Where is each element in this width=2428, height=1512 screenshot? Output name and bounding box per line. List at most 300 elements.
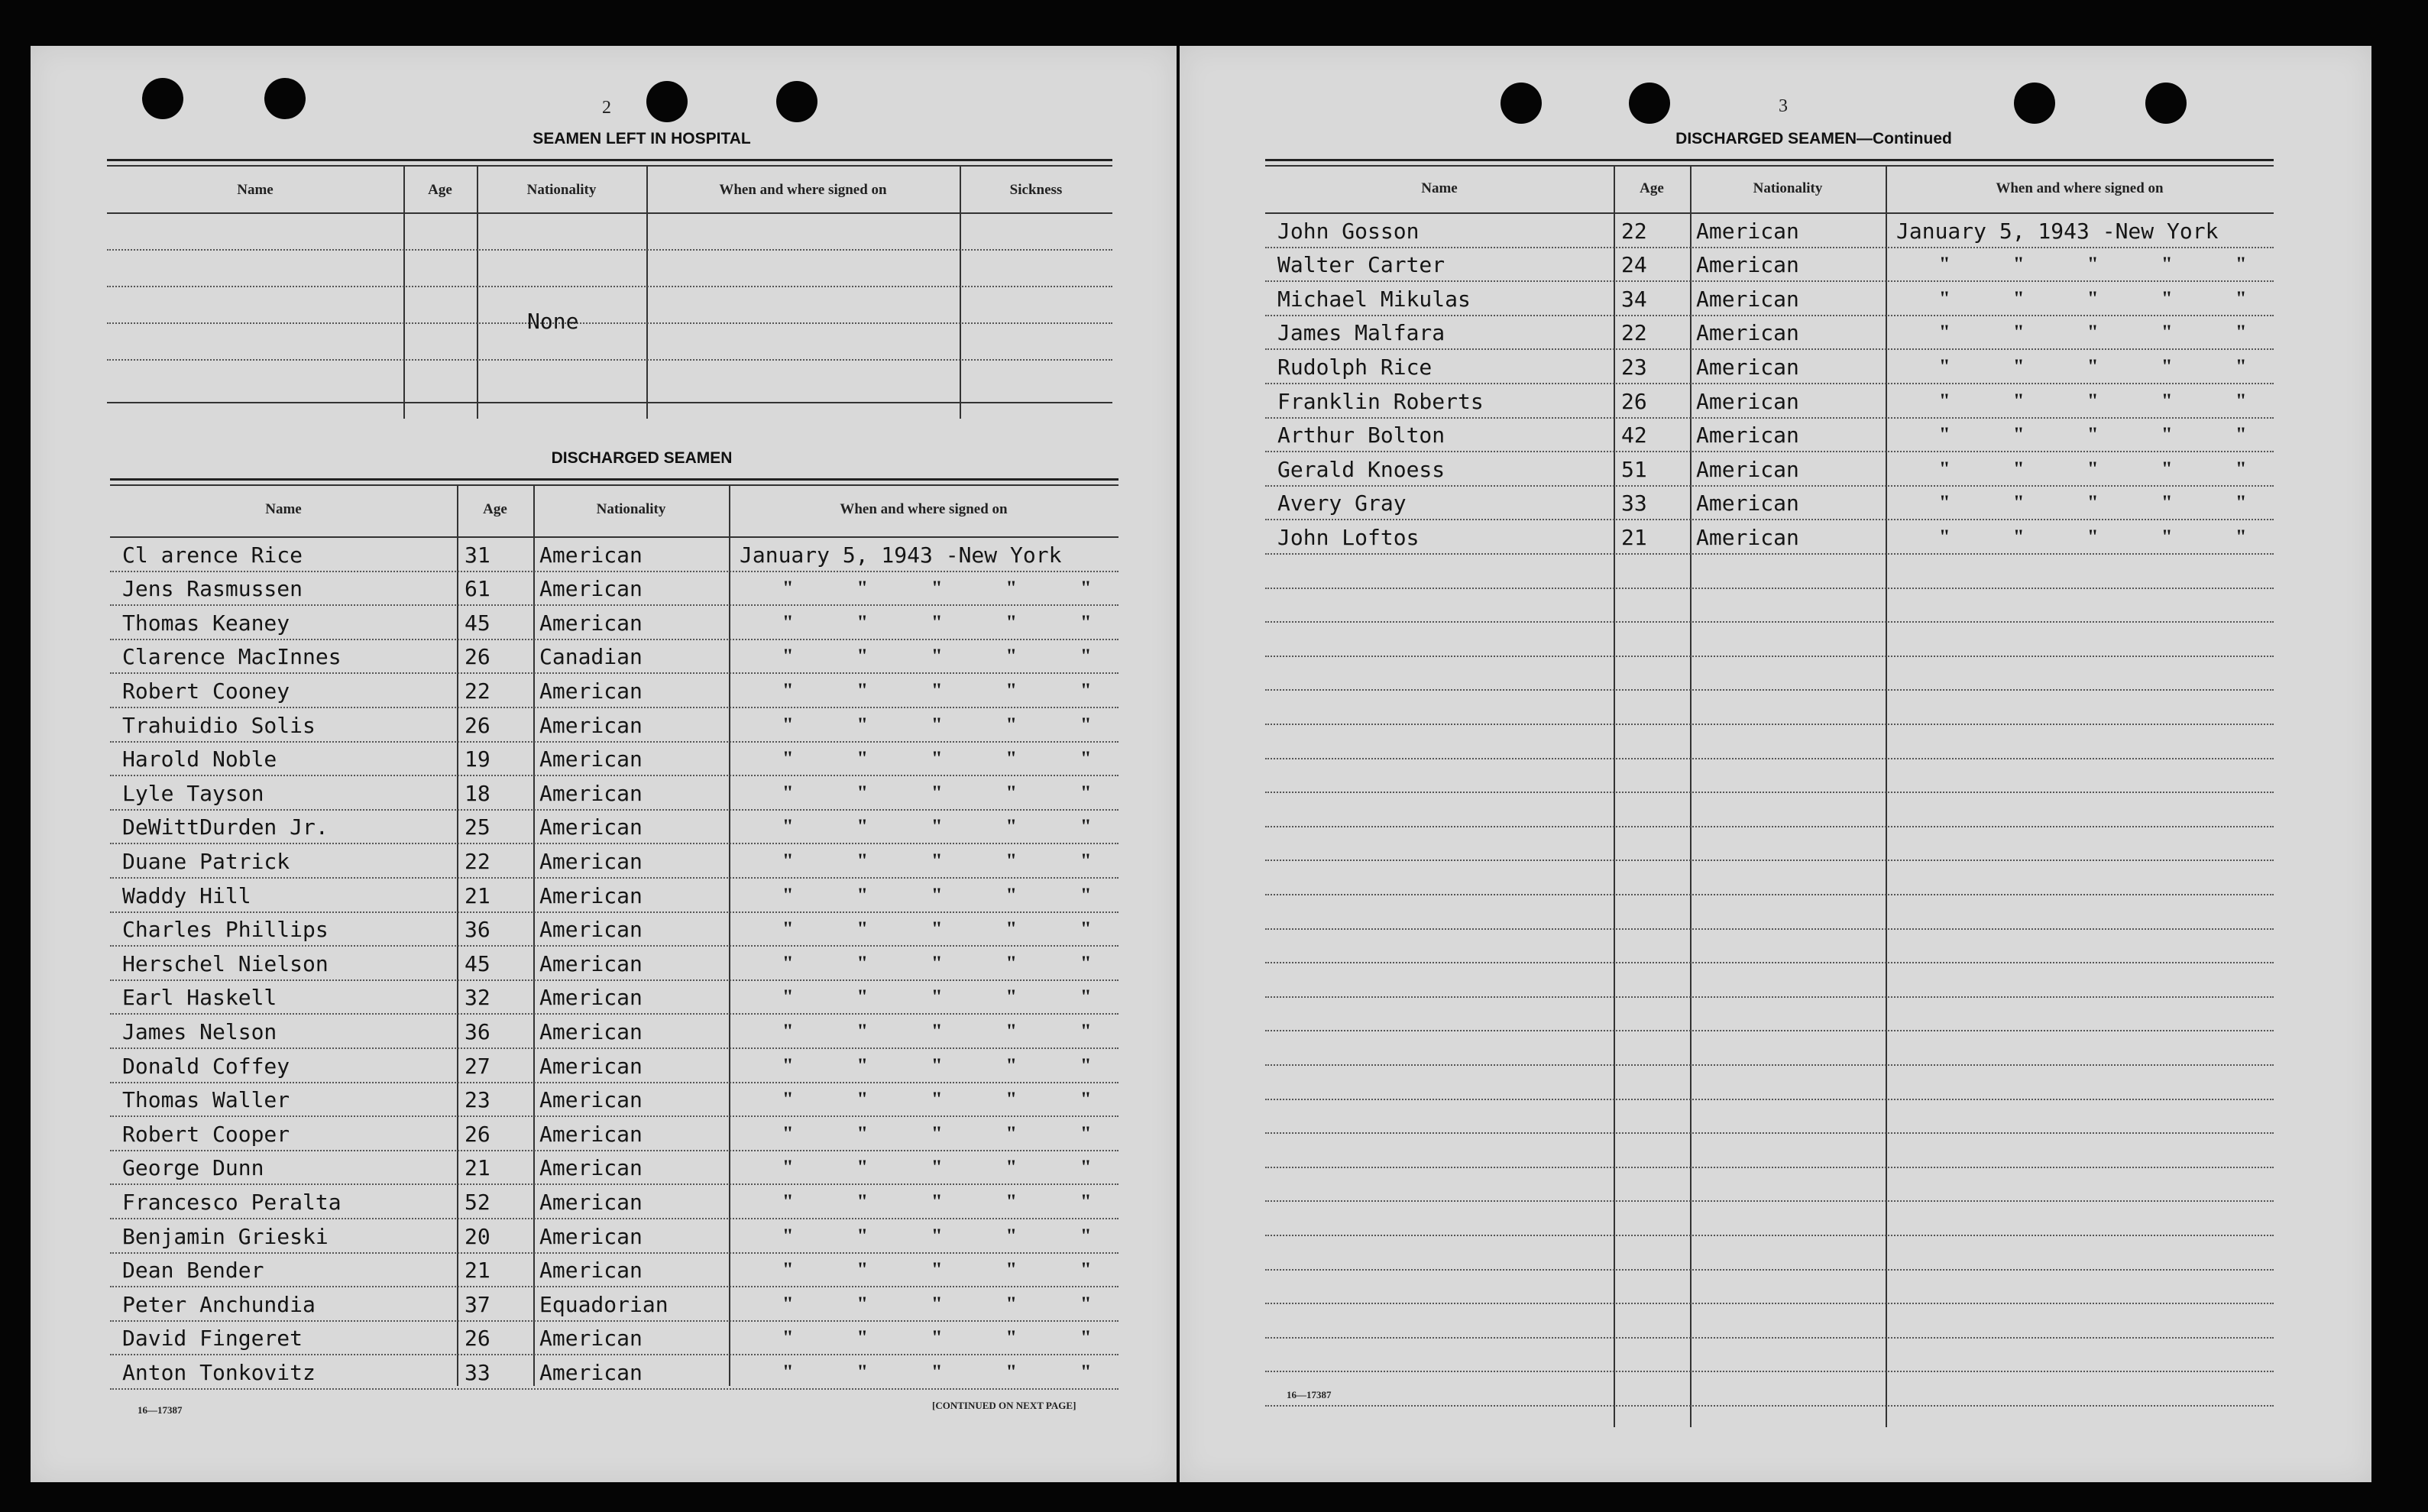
ditto-mark: ": [2235, 321, 2247, 344]
seaman-name: Trahuidio Solis: [122, 712, 316, 738]
ruled-line: [110, 639, 1118, 640]
seaman-nationality: American: [1696, 355, 1799, 380]
ruled-line: [1265, 689, 2274, 691]
ditto-mark: ": [782, 850, 794, 872]
ruled-line: [1265, 1030, 2274, 1031]
ruled-line: [110, 741, 1118, 743]
punch-hole: [264, 78, 306, 119]
seaman-age: 36: [465, 917, 490, 943]
ditto-mark: ": [931, 747, 943, 770]
ditto-mark: ": [931, 1020, 943, 1042]
ditto-mark: ": [782, 1122, 794, 1145]
ditto-mark: ": [2013, 253, 2025, 276]
seaman-nationality: American: [1696, 491, 1799, 516]
seaman-name: Robert Cooney: [122, 678, 290, 704]
ruled-line: [1265, 1064, 2274, 1066]
seaman-name: Gerald Knoess: [1277, 456, 1445, 482]
ruled-line: [110, 809, 1118, 811]
seaman-age: 23: [465, 1087, 490, 1113]
ditto-mark: ": [856, 986, 868, 1009]
seaman-name: Francesco Peralta: [122, 1190, 342, 1215]
seaman-age: 36: [465, 1019, 490, 1044]
seaman-nationality: American: [1696, 423, 1799, 448]
ditto-mark: ": [1005, 1224, 1017, 1247]
seaman-name: Benjamin Grieski: [122, 1223, 329, 1249]
ruled-line: [110, 945, 1118, 947]
ditto-mark: ": [856, 951, 868, 974]
ditto-mark: ": [2087, 287, 2099, 309]
seaman-age: 42: [1621, 423, 1647, 448]
punch-hole: [776, 81, 817, 122]
ditto-mark: ": [856, 1122, 868, 1145]
ruled-line: [1265, 247, 2274, 248]
ditto-mark: ": [1005, 645, 1017, 668]
seaman-name: Clarence MacInnes: [122, 644, 342, 670]
seaman-name: Thomas Keaney: [122, 610, 290, 636]
seaman-nationality: American: [539, 1326, 643, 1352]
ditto-mark: ": [2235, 287, 2247, 309]
ruled-line: [110, 1013, 1118, 1015]
seaman-name: George Dunn: [122, 1155, 264, 1181]
seaman-name: Harold Noble: [122, 746, 277, 772]
ditto-mark: ": [856, 918, 868, 941]
seaman-name: Peter Anchundia: [122, 1291, 316, 1317]
ditto-mark: ": [931, 850, 943, 872]
seaman-nationality: American: [539, 712, 643, 738]
ditto-mark: ": [856, 781, 868, 804]
seaman-nationality: American: [539, 746, 643, 772]
seaman-age: 52: [465, 1190, 490, 1215]
ruled-line: [110, 843, 1118, 844]
ditto-mark: ": [856, 1156, 868, 1179]
ditto-mark: ": [931, 713, 943, 736]
ditto-mark: ": [782, 883, 794, 906]
ruled-line: [1265, 1235, 2274, 1236]
seaman-nationality: American: [1696, 388, 1799, 414]
seaman-name: Lyle Tayson: [122, 780, 264, 806]
ruled-line: [110, 1252, 1118, 1254]
col-header-nationality: Nationality: [596, 501, 666, 517]
ruled-line: [1265, 417, 2274, 419]
seaman-age: 21: [465, 882, 490, 908]
ruled-line: [110, 672, 1118, 674]
seaman-nationality: American: [539, 950, 643, 976]
seaman-age: 21: [465, 1155, 490, 1181]
ditto-mark: ": [2087, 423, 2099, 446]
discharged-table-left: [110, 478, 1118, 1395]
ditto-mark: ": [1005, 951, 1017, 974]
ruled-line: [1265, 996, 2274, 998]
seaman-nationality: American: [1696, 320, 1799, 346]
ditto-mark: ": [931, 1326, 943, 1349]
ditto-mark: ": [1005, 1292, 1017, 1315]
ditto-mark: ": [1080, 1088, 1092, 1111]
signed-on-date-place: January 5, 1943 -New York: [1896, 218, 2219, 244]
ditto-mark: ": [1005, 713, 1017, 736]
ruled-line: [1265, 451, 2274, 452]
ditto-mark: ": [1005, 1190, 1017, 1213]
seaman-nationality: American: [539, 1121, 643, 1147]
ditto-mark: ": [2087, 389, 2099, 412]
seaman-age: 20: [465, 1223, 490, 1249]
seaman-age: 18: [465, 780, 490, 806]
ditto-mark: ": [2087, 321, 2099, 344]
ruled-line: [1265, 758, 2274, 759]
seaman-name: Franklin Roberts: [1277, 388, 1484, 414]
ditto-mark: ": [782, 986, 794, 1009]
seaman-name: Jens Rasmussen: [122, 576, 303, 602]
seaman-age: 27: [465, 1053, 490, 1079]
ditto-mark: ": [931, 986, 943, 1009]
seaman-age: 21: [465, 1258, 490, 1284]
ditto-mark: ": [782, 1258, 794, 1281]
seaman-nationality: American: [539, 678, 643, 704]
ditto-mark: ": [2161, 389, 2173, 412]
ditto-mark: ": [2161, 355, 2173, 377]
ditto-mark: ": [782, 951, 794, 974]
ditto-mark: ": [1005, 781, 1017, 804]
seaman-nationality: American: [539, 1258, 643, 1284]
ditto-mark: ": [856, 1258, 868, 1281]
seaman-nationality: American: [539, 985, 643, 1011]
seaman-name: James Nelson: [122, 1019, 277, 1044]
ditto-mark: ": [856, 850, 868, 872]
ruled-line: [1265, 1099, 2274, 1100]
ruled-line: [1265, 588, 2274, 589]
ditto-mark: ": [782, 1020, 794, 1042]
ditto-mark: ": [1080, 1156, 1092, 1179]
seaman-age: 31: [465, 542, 490, 568]
col-header-nationality: Nationality: [526, 182, 597, 198]
seaman-age: 25: [465, 814, 490, 840]
ditto-mark: ": [782, 645, 794, 668]
ditto-mark: ": [2161, 253, 2173, 276]
ditto-mark: ": [782, 1054, 794, 1077]
ditto-mark: ": [1080, 781, 1092, 804]
ruled-line: [1265, 1132, 2274, 1134]
ditto-mark: ": [1005, 1361, 1017, 1383]
ditto-mark: ": [1080, 645, 1092, 668]
ditto-mark: ": [931, 1054, 943, 1077]
seaman-name: Thomas Waller: [122, 1087, 290, 1113]
ruled-line: [110, 775, 1118, 776]
ruled-line: [110, 1115, 1118, 1117]
ditto-mark: ": [856, 1020, 868, 1042]
seaman-age: 45: [465, 950, 490, 976]
ditto-mark: ": [856, 1326, 868, 1349]
col-header-name: Name: [1421, 180, 1458, 196]
seaman-age: 22: [1621, 218, 1647, 244]
ruled-line: [1265, 383, 2274, 384]
seaman-nationality: American: [539, 1155, 643, 1181]
ditto-mark: ": [1005, 1326, 1017, 1349]
punch-hole: [2014, 83, 2055, 124]
ruled-line: [1265, 1167, 2274, 1168]
ruled-line: [110, 979, 1118, 981]
ditto-mark: ": [856, 577, 868, 600]
ditto-mark: ": [2161, 526, 2173, 548]
ditto-mark: ": [931, 1156, 943, 1179]
ruled-line: [1265, 621, 2274, 623]
ditto-mark: ": [782, 815, 794, 838]
seaman-age: 21: [1621, 525, 1647, 550]
ditto-mark: ": [2235, 423, 2247, 446]
ditto-mark: ": [931, 1190, 943, 1213]
seaman-nationality: American: [1696, 525, 1799, 550]
ditto-mark: ": [1080, 1190, 1092, 1213]
ditto-mark: ": [856, 679, 868, 701]
seaman-name: James Malfara: [1277, 320, 1445, 346]
ditto-mark: ": [1080, 610, 1092, 633]
ditto-mark: ": [2161, 491, 2173, 514]
col-header-name: Name: [265, 501, 302, 517]
ditto-mark: ": [1080, 713, 1092, 736]
ditto-mark: ": [856, 645, 868, 668]
seaman-name: Waddy Hill: [122, 882, 251, 908]
ditto-mark: ": [856, 1292, 868, 1315]
ditto-mark: ": [2161, 423, 2173, 446]
ditto-mark: ": [2235, 253, 2247, 276]
ditto-mark: ": [1005, 1054, 1017, 1077]
ditto-mark: ": [1080, 1361, 1092, 1383]
ruled-line: [1265, 1269, 2274, 1271]
seaman-nationality: American: [539, 1053, 643, 1079]
ditto-mark: ": [1005, 1088, 1017, 1111]
ditto-mark: ": [2235, 355, 2247, 377]
seaman-age: 26: [465, 1326, 490, 1352]
ditto-mark: ": [782, 1361, 794, 1383]
ruled-line: [1265, 519, 2274, 520]
ditto-mark: ": [782, 1088, 794, 1111]
ditto-mark: ": [856, 713, 868, 736]
seaman-name: Herschel Nielson: [122, 950, 329, 976]
col-header-nationality: Nationality: [1753, 180, 1823, 196]
ditto-mark: ": [1005, 747, 1017, 770]
col-header-age: Age: [483, 501, 507, 517]
seaman-nationality: American: [539, 1190, 643, 1215]
seaman-name: Rudolph Rice: [1277, 355, 1433, 380]
ruled-line: [1265, 1200, 2274, 1202]
seaman-age: 37: [465, 1291, 490, 1317]
ditto-mark: ": [931, 1088, 943, 1111]
ditto-mark: ": [1080, 918, 1092, 941]
ditto-mark: ": [1080, 1258, 1092, 1281]
seaman-nationality: American: [539, 780, 643, 806]
ditto-mark: ": [1939, 253, 1950, 276]
ditto-mark: ": [1005, 986, 1017, 1009]
ruled-line: [1265, 860, 2274, 861]
ditto-mark: ": [2013, 491, 2025, 514]
ditto-mark: ": [1080, 951, 1092, 974]
ditto-mark: ": [1080, 883, 1092, 906]
seaman-nationality: American: [539, 1087, 643, 1113]
seaman-nationality: American: [539, 576, 643, 602]
seaman-age: 45: [465, 610, 490, 636]
ditto-mark: ": [2013, 526, 2025, 548]
seaman-name: John Loftos: [1277, 525, 1420, 550]
ditto-mark: ": [1005, 577, 1017, 600]
ditto-mark: ": [782, 1224, 794, 1247]
seaman-age: 61: [465, 576, 490, 602]
ditto-mark: ": [856, 1224, 868, 1247]
ditto-mark: ": [2235, 457, 2247, 480]
ditto-mark: ": [2013, 321, 2025, 344]
ditto-mark: ": [1939, 389, 1950, 412]
ditto-mark: ": [856, 1088, 868, 1111]
seaman-name: Cl arence Rice: [122, 542, 303, 568]
ditto-mark: ": [931, 815, 943, 838]
ditto-mark: ": [931, 1224, 943, 1247]
ditto-mark: ": [931, 883, 943, 906]
hospital-none-entry: None: [527, 309, 579, 334]
seaman-age: 22: [465, 678, 490, 704]
ditto-mark: ": [2161, 287, 2173, 309]
ditto-mark: ": [1080, 747, 1092, 770]
ditto-mark: ": [2013, 287, 2025, 309]
seaman-name: Walter Carter: [1277, 252, 1445, 278]
ditto-mark: ": [1080, 1054, 1092, 1077]
seaman-nationality: American: [539, 882, 643, 908]
ditto-mark: ": [931, 951, 943, 974]
ditto-mark: ": [931, 1361, 943, 1383]
continued-note: [CONTINUED ON NEXT PAGE]: [932, 1400, 1076, 1411]
ditto-mark: ": [1080, 1020, 1092, 1042]
ditto-mark: ": [2087, 457, 2099, 480]
ditto-mark: ": [931, 645, 943, 668]
ruled-line: [110, 707, 1118, 708]
punch-hole: [142, 78, 183, 119]
hospital-section-title: SEAMEN LEFT IN HOSPITAL: [533, 130, 751, 147]
ditto-mark: ": [1939, 526, 1950, 548]
ditto-mark: ": [2161, 457, 2173, 480]
ruled-line: [110, 1150, 1118, 1151]
ditto-mark: ": [931, 610, 943, 633]
seaman-age: 33: [465, 1360, 490, 1385]
seaman-nationality: American: [539, 1019, 643, 1044]
ditto-mark: ": [782, 747, 794, 770]
seaman-name: Charles Phillips: [122, 917, 329, 943]
seaman-name: Arthur Bolton: [1277, 423, 1445, 448]
ditto-mark: ": [2235, 491, 2247, 514]
ruled-line: [1265, 485, 2274, 487]
page-number: 3: [1779, 96, 1788, 116]
ruled-line: [110, 911, 1118, 913]
ruled-line: [1265, 1405, 2274, 1407]
ditto-mark: ": [782, 610, 794, 633]
ditto-mark: ": [931, 1258, 943, 1281]
ditto-mark: ": [2087, 253, 2099, 276]
ditto-mark: ": [1005, 1258, 1017, 1281]
ditto-mark: ": [1080, 986, 1092, 1009]
ruled-line: [1265, 1371, 2274, 1372]
ditto-mark: ": [1005, 883, 1017, 906]
seaman-age: 34: [1621, 286, 1647, 312]
ruled-line: [110, 1183, 1118, 1185]
ditto-mark: ": [2013, 423, 2025, 446]
ruled-line: [110, 1388, 1118, 1390]
ditto-mark: ": [1080, 577, 1092, 600]
seaman-age: 33: [1621, 491, 1647, 516]
ditto-mark: ": [1939, 287, 1950, 309]
col-header-age: Age: [428, 182, 452, 198]
seaman-age: 23: [1621, 355, 1647, 380]
seaman-nationality: American: [1696, 252, 1799, 278]
ditto-mark: ": [2087, 355, 2099, 377]
seaman-age: 32: [465, 985, 490, 1011]
seaman-name: DeWittDurden Jr.: [122, 814, 329, 840]
seaman-age: 24: [1621, 252, 1647, 278]
discharged-section-title: DISCHARGED SEAMEN: [551, 449, 733, 467]
ditto-mark: ": [931, 1292, 943, 1315]
ruled-line: [110, 1047, 1118, 1049]
ditto-mark: ": [1080, 1326, 1092, 1349]
seaman-name: David Fingeret: [122, 1326, 303, 1352]
discharged-continued-title: DISCHARGED SEAMEN—Continued: [1675, 130, 1952, 147]
ditto-mark: ": [2087, 491, 2099, 514]
right-page: [1180, 46, 2371, 1482]
ditto-mark: ": [1005, 918, 1017, 941]
ditto-mark: ": [856, 1054, 868, 1077]
col-header-name: Name: [237, 182, 274, 198]
seaman-nationality: American: [1696, 286, 1799, 312]
ruled-line: [110, 1354, 1118, 1355]
ditto-mark: ": [2235, 389, 2247, 412]
seaman-name: Duane Patrick: [122, 849, 290, 874]
col-header-signed-on: When and where signed on: [840, 501, 1008, 517]
ruled-line: [1265, 656, 2274, 657]
ditto-mark: ": [1005, 850, 1017, 872]
ditto-mark: ": [2087, 526, 2099, 548]
seaman-name: Anton Tonkovitz: [122, 1360, 316, 1385]
ditto-mark: ": [2013, 389, 2025, 412]
ruled-line: [110, 604, 1118, 606]
col-header-signed-on: When and where signed on: [719, 182, 887, 198]
seaman-name: Earl Haskell: [122, 985, 277, 1011]
ruled-line: [1265, 553, 2274, 555]
seaman-age: 26: [465, 712, 490, 738]
ditto-mark: ": [1939, 491, 1950, 514]
ruled-line: [1265, 315, 2274, 316]
punch-hole: [646, 81, 688, 122]
ditto-mark: ": [1080, 1292, 1092, 1315]
seaman-name: Avery Gray: [1277, 491, 1407, 516]
ruled-line: [110, 1286, 1118, 1287]
ditto-mark: ": [782, 781, 794, 804]
ruled-line: [1265, 1337, 2274, 1339]
ruled-line: [1265, 280, 2274, 282]
signed-on-date-place: January 5, 1943 -New York: [740, 542, 1062, 568]
form-number: 16—17387: [138, 1404, 183, 1416]
seaman-nationality: American: [539, 542, 643, 568]
col-header-age: Age: [1640, 180, 1664, 196]
ditto-mark: ": [856, 1361, 868, 1383]
seaman-nationality: American: [539, 917, 643, 943]
ditto-mark: ": [1080, 679, 1092, 701]
seaman-age: 22: [465, 849, 490, 874]
seaman-name: Robert Cooper: [122, 1121, 290, 1147]
ditto-mark: ": [782, 577, 794, 600]
seaman-name: Dean Bender: [122, 1258, 264, 1284]
ditto-mark: ": [1939, 355, 1950, 377]
ditto-mark: ": [1005, 1122, 1017, 1145]
col-header-signed-on: When and where signed on: [1996, 180, 2164, 196]
ditto-mark: ": [1080, 815, 1092, 838]
ruled-line: [1265, 928, 2274, 930]
seaman-nationality: American: [539, 1223, 643, 1249]
ditto-mark: ": [2013, 457, 2025, 480]
ditto-mark: ": [2013, 355, 2025, 377]
ditto-mark: ": [1939, 321, 1950, 344]
